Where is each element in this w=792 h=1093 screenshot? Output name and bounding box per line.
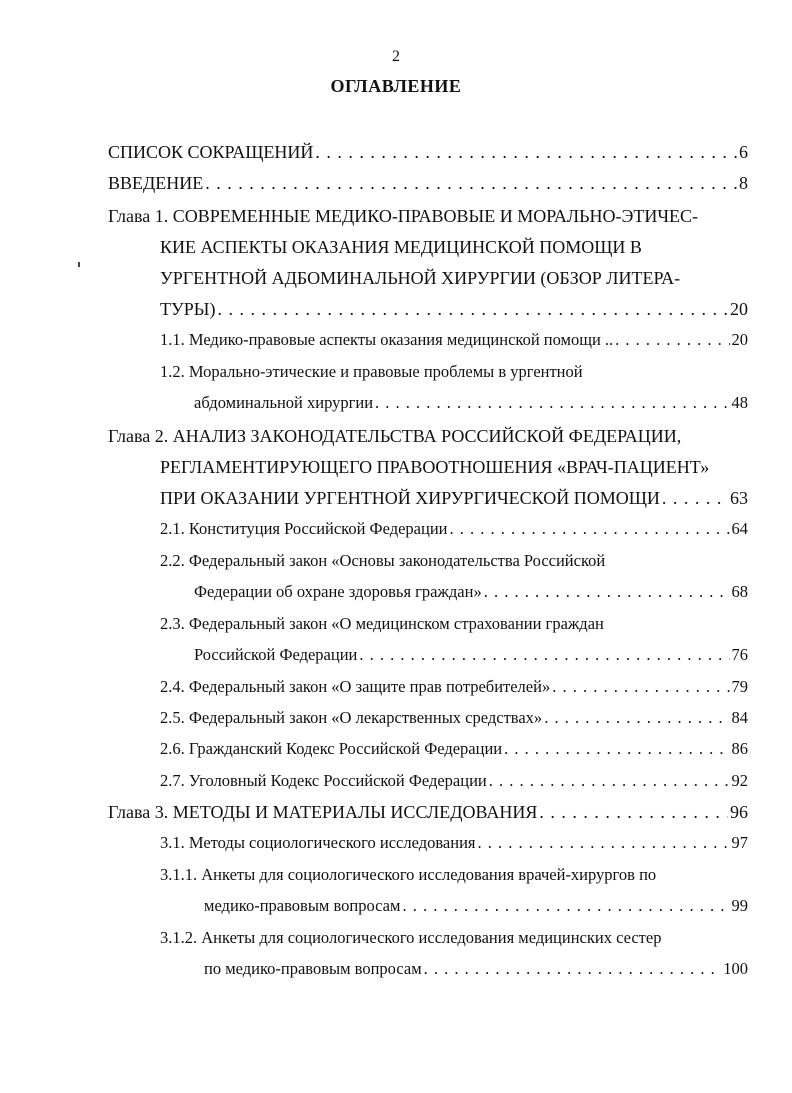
toc-leader-dots (544, 703, 729, 733)
toc-entry-2-3-line-1[interactable]: 2.3. Федеральный закон «О медицинском страховании граждан (160, 614, 604, 633)
toc-entry-3-1-2-line-1[interactable]: 3.1.2. Анкеты для социологического исследования медицинских сестер (160, 928, 662, 947)
toc-leader-dots (205, 168, 737, 198)
toc-entry-2-1[interactable] (160, 514, 748, 544)
toc-entry-chapter-1[interactable] (160, 294, 748, 324)
toc-page-number: 84 (731, 708, 748, 727)
toc-page-number: 86 (731, 739, 748, 758)
toc-entry-3-1[interactable] (160, 828, 748, 858)
toc-chapter-2-line-1[interactable]: Глава 2. АНАЛИЗ ЗАКОНОДАТЕЛЬСТВА РОССИЙСКОЙ ФЕДЕРАЦИИ, (108, 426, 682, 446)
page-number: 2 (392, 48, 400, 65)
toc-entry-label: по медико-правовым вопросам (204, 959, 422, 978)
toc-entry-introduction[interactable] (108, 168, 748, 198)
toc-entry-1-1[interactable] (160, 325, 748, 355)
toc-chapter-1-line-2[interactable]: КИЕ АСПЕКТЫ ОКАЗАНИЯ МЕДИЦИНСКОЙ ПОМОЩИ В (160, 237, 642, 257)
toc-entry-label: 3.1. Методы социологического исследования (160, 833, 476, 852)
toc-page-number: 92 (731, 771, 748, 790)
toc-leader-dots (552, 672, 729, 702)
toc-page-number: 68 (731, 582, 748, 601)
toc-page-number: 96 (730, 802, 748, 822)
toc-leader-dots (315, 137, 737, 167)
toc-entry-label: 2.6. Гражданский Кодекс Российской Федерации (160, 739, 503, 758)
toc-entry-label: Федерации об охране здоровья граждан» (194, 582, 482, 601)
toc-leader-dots (489, 766, 730, 796)
toc-page-number: 8 (739, 173, 748, 193)
toc-entry-label: абдоминальной хирургии (194, 393, 374, 412)
toc-entry-1-2-line-1[interactable]: 1.2. Морально-этические и правовые проблемы в ургентной (160, 362, 583, 381)
toc-entry-chapter-2[interactable] (160, 483, 748, 513)
toc-leader-dots (539, 797, 728, 827)
toc-entry-label: медико-правовым вопросам (204, 896, 401, 915)
toc-leader-dots (450, 514, 730, 544)
toc-entry-label: Глава 3. МЕТОДЫ И МАТЕРИАЛЫ ИССЛЕДОВАНИЯ (108, 802, 538, 822)
toc-page-number: 76 (731, 645, 748, 664)
toc-page-number: 99 (731, 896, 748, 915)
toc-entry-2-5[interactable] (160, 703, 748, 733)
toc-entry-label: СПИСОК СОКРАЩЕНИЙ (108, 142, 314, 162)
toc-chapter-2-line-2[interactable]: РЕГЛАМЕНТИРУЮЩЕГО ПРАВООТНОШЕНИЯ «ВРАЧ-ПАЦИЕНТ» (160, 457, 710, 477)
toc-page-number: 100 (723, 959, 748, 978)
toc-entry-2-3[interactable] (194, 640, 748, 670)
toc-entry-2-7[interactable] (160, 766, 748, 796)
toc-entry-label: 2.5. Федеральный закон «О лекарственных средствах» (160, 708, 543, 727)
toc-page-number: 97 (731, 833, 748, 852)
toc-entry-1-2[interactable] (194, 388, 748, 418)
toc-entry-label: 2.1. Конституция Российской Федерации (160, 519, 448, 538)
toc-page-number: 6 (739, 142, 748, 162)
toc-leader-dots (402, 891, 729, 921)
toc-entry-label: 2.4. Федеральный закон «О защите прав потребителей» (160, 677, 551, 696)
page-title: ОГЛАВЛЕНИЕ (330, 76, 462, 96)
toc-leader-dots (375, 388, 729, 418)
toc-page-number: 64 (731, 519, 748, 538)
toc-leader-dots (615, 325, 729, 355)
toc-chapter-1-line-3[interactable]: УРГЕНТНОЙ АДБОМИНАЛЬНОЙ ХИРУРГИИ (ОБЗОР ЛИТЕРА- (160, 268, 681, 288)
toc-entry-label: ПРИ ОКАЗАНИИ УРГЕНТНОЙ ХИРУРГИЧЕСКОЙ ПОМОЩИ (160, 488, 660, 508)
toc-entry-chapter-3[interactable] (108, 797, 748, 827)
toc-leader-dots (504, 734, 729, 764)
toc-page-number: 20 (730, 299, 748, 319)
toc-entry-label: ВВЕДЕНИЕ (108, 173, 204, 193)
toc-entry-abbreviations[interactable] (108, 137, 748, 167)
toc-entry-label: Российской Федерации (194, 645, 358, 664)
toc-entry-2-2[interactable] (194, 577, 748, 607)
toc-entry-2-6[interactable] (160, 734, 748, 764)
toc-leader-dots (478, 828, 730, 858)
toc-leader-dots (662, 483, 728, 513)
toc-entry-2-2-line-1[interactable]: 2.2. Федеральный закон «Основы законодательства Российской (160, 551, 606, 570)
toc-leader-dots (359, 640, 729, 670)
toc-chapter-1-line-1[interactable]: Глава 1. СОВРЕМЕННЫЕ МЕДИКО-ПРАВОВЫЕ И МОРАЛЬНО-ЭТИЧЕС- (108, 206, 699, 226)
toc-entry-label: 2.7. Уголовный Кодекс Российской Федерации (160, 771, 487, 790)
toc-entry-3-1-2[interactable] (204, 954, 748, 984)
toc-page-number: 48 (731, 393, 748, 412)
toc-page-number: 20 (731, 330, 748, 349)
stray-mark (78, 262, 80, 267)
toc-leader-dots (424, 954, 722, 984)
toc-entry-label: ТУРЫ) (160, 299, 216, 319)
toc-leader-dots (217, 294, 728, 324)
toc-entry-3-1-1-line-1[interactable]: 3.1.1. Анкеты для социологического исследования врачей-хирургов по (160, 865, 657, 884)
toc-entry-label: 1.1. Медико-правовые аспекты оказания медицинской помощи .. (160, 330, 614, 349)
toc-leader-dots (484, 577, 730, 607)
toc-page-number: 79 (731, 677, 748, 696)
toc-entry-3-1-1[interactable] (204, 891, 748, 921)
toc-entry-2-4[interactable] (160, 672, 748, 702)
toc-page-number: 63 (730, 488, 748, 508)
